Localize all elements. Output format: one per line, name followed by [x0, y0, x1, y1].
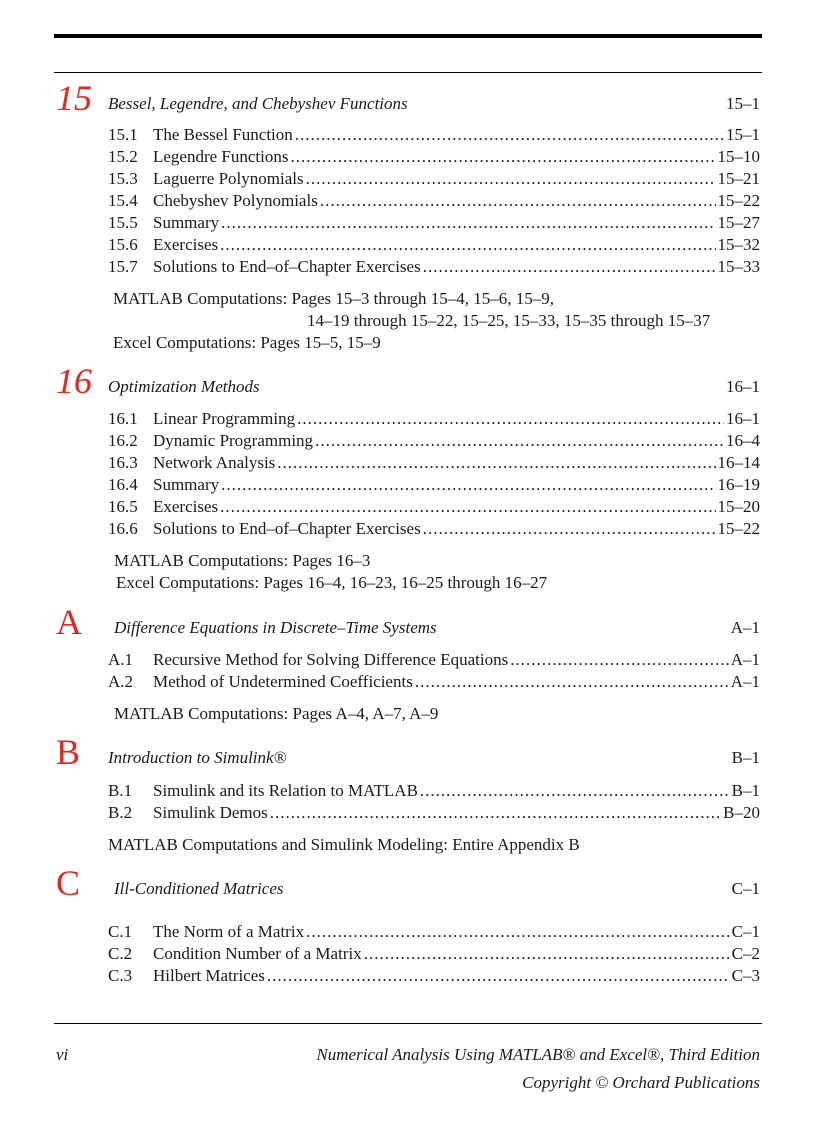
toc-entry[interactable] [108, 212, 760, 234]
toc-entry[interactable] [108, 802, 760, 824]
toc-entry[interactable] [108, 671, 760, 693]
entry-number: 15.3 [108, 169, 138, 188]
header-rule [54, 72, 762, 73]
entry-title: Solutions to End–of–Chapter Exercises [153, 519, 421, 538]
computation-note: MATLAB Computations and Simulink Modeling: Entire Appendix B [108, 835, 580, 854]
entry-page: B–1 [731, 781, 760, 800]
toc-entry[interactable] [108, 408, 760, 430]
entry-number: 15.7 [108, 257, 138, 276]
entry-number: 16.4 [108, 475, 138, 494]
computation-note: Excel Computations: Pages 16–4, 16–23, 16–25 through 16–27 [116, 573, 548, 592]
toc-entry[interactable] [108, 452, 760, 474]
dot-leader [306, 168, 716, 190]
entry-number: B.2 [108, 803, 133, 822]
entry-number: 16.1 [108, 409, 138, 428]
dot-leader [221, 212, 715, 234]
toc-entry[interactable] [108, 430, 760, 452]
dot-leader [306, 921, 730, 943]
entry-title: Dynamic Programming [153, 431, 314, 450]
entry-title: Laguerre Polynomials [153, 169, 304, 188]
chapter-page[interactable]: 16–1 [726, 377, 760, 396]
dot-leader [415, 671, 729, 693]
entry-number: 16.3 [108, 453, 138, 472]
dot-leader [315, 430, 724, 452]
entry-page: 15–20 [717, 497, 760, 516]
chapter-title[interactable]: Bessel, Legendre, and Chebyshev Functions [108, 94, 408, 113]
toc-entry[interactable] [108, 168, 760, 190]
chapter-number: B [56, 732, 81, 772]
toc-entry[interactable] [108, 234, 760, 256]
entry-page: 15–32 [717, 235, 760, 254]
entry-title: Condition Number of a Matrix [153, 944, 362, 963]
page-number: vi [56, 1045, 69, 1064]
entry-title: Summary [153, 213, 220, 232]
entry-page: 15–22 [717, 191, 760, 210]
entry-page: 16–4 [726, 431, 760, 450]
entry-number: A.2 [108, 672, 134, 691]
entry-page: B–20 [723, 803, 760, 822]
chapter-page[interactable]: C–1 [731, 879, 760, 898]
footer-rule [54, 1023, 762, 1024]
entry-title: Summary [153, 475, 220, 494]
entry-page: A–1 [730, 650, 760, 669]
entry-title: Chebyshev Polynomials [153, 191, 318, 210]
toc-entry[interactable] [108, 518, 760, 540]
chapter-title[interactable]: Difference Equations in Discrete–Time Systems [114, 618, 437, 637]
dot-leader [270, 802, 721, 824]
chapter-page[interactable]: A–1 [730, 618, 760, 637]
toc-entry[interactable] [108, 780, 760, 802]
entry-number: C.1 [108, 922, 133, 941]
book-title: Numerical Analysis Using MATLAB® and Excel®, Third Edition [316, 1045, 760, 1064]
dot-leader [291, 146, 716, 168]
entry-title: Network Analysis [153, 453, 276, 472]
dot-leader [220, 234, 715, 256]
entry-page: 15–27 [717, 213, 760, 232]
chapter-title[interactable]: Optimization Methods [108, 377, 260, 396]
dot-leader [277, 452, 715, 474]
entry-page: C–2 [731, 944, 760, 963]
toc-entry[interactable] [108, 921, 760, 943]
chapter-number: C [56, 863, 81, 903]
entry-page: C–3 [731, 966, 760, 985]
toc-entry[interactable] [108, 190, 760, 212]
entry-title: Solutions to End–of–Chapter Exercises [153, 257, 421, 276]
entry-number: C.3 [108, 966, 133, 985]
entry-number: 15.1 [108, 125, 138, 144]
toc-entry[interactable] [108, 256, 760, 278]
computation-note: MATLAB Computations: Pages 16–3 [114, 551, 371, 570]
toc-entry[interactable] [108, 474, 760, 496]
entry-title: The Norm of a Matrix [153, 922, 305, 941]
entry-page: 16–14 [717, 453, 760, 472]
dot-leader [510, 649, 729, 671]
entry-title: Method of Undetermined Coefficients [153, 672, 413, 691]
entry-number: 15.5 [108, 213, 138, 232]
toc-entry[interactable] [108, 496, 760, 518]
chapter-number: 15 [56, 78, 92, 118]
toc-entry[interactable] [108, 943, 760, 965]
chapter-title[interactable]: Ill-Conditioned Matrices [114, 879, 284, 898]
entry-page: 15–10 [717, 147, 760, 166]
entry-number: A.1 [108, 650, 134, 669]
entry-number: 16.5 [108, 497, 138, 516]
dot-leader [364, 943, 730, 965]
dot-leader [423, 256, 716, 278]
chapter-number: A [56, 602, 82, 642]
entry-title: The Bessel Function [153, 125, 293, 144]
entry-title: Exercises [153, 497, 219, 516]
dot-leader [420, 780, 730, 802]
entry-number: C.2 [108, 944, 133, 963]
entry-title: Exercises [153, 235, 219, 254]
dot-leader [221, 474, 715, 496]
entry-number: 15.4 [108, 191, 138, 210]
chapter-number: 16 [56, 361, 92, 401]
toc-entry[interactable] [108, 965, 760, 987]
dot-leader [295, 124, 724, 146]
entry-title: Legendre Functions [153, 147, 289, 166]
entry-page: 16–19 [717, 475, 760, 494]
toc-entry[interactable] [108, 124, 760, 146]
computation-note: 14–19 through 15–22, 15–25, 15–33, 15–35 through 15–37 [307, 311, 711, 330]
entry-title: Hilbert Matrices [153, 966, 265, 985]
entry-page: C–1 [731, 922, 760, 941]
entry-number: 16.6 [108, 519, 138, 538]
entry-number: 15.6 [108, 235, 138, 254]
toc-entry[interactable] [108, 649, 760, 671]
entry-page: A–1 [730, 672, 760, 691]
dot-leader [297, 408, 724, 430]
entry-title: Linear Programming [153, 409, 296, 428]
entry-page: 16–1 [726, 409, 760, 428]
entry-page: 15–21 [717, 169, 760, 188]
computation-note: MATLAB Computations: Pages 15–3 through 15–4, 15–6, 15–9, [113, 289, 555, 308]
entry-number: 15.2 [108, 147, 138, 166]
dot-leader [320, 190, 716, 212]
entry-number: B.1 [108, 781, 133, 800]
chapter-title[interactable]: Introduction to Simulink® [108, 748, 287, 767]
entry-page: 15–22 [717, 519, 760, 538]
entry-title: Simulink Demos [153, 803, 268, 822]
dot-leader [220, 496, 715, 518]
entry-title: Recursive Method for Solving Difference Equations [153, 650, 509, 669]
copyright-line: Copyright © Orchard Publications [522, 1073, 760, 1092]
computation-note: Excel Computations: Pages 15–5, 15–9 [113, 333, 381, 352]
dot-leader [423, 518, 716, 540]
top-rule [54, 34, 762, 38]
entry-title: Simulink and its Relation to MATLAB [153, 781, 418, 800]
chapter-page[interactable]: B–1 [731, 748, 760, 767]
entry-page: 15–33 [717, 257, 760, 276]
entry-number: 16.2 [108, 431, 138, 450]
computation-note: MATLAB Computations: Pages A–4, A–7, A–9 [114, 704, 439, 723]
toc-entry[interactable] [108, 146, 760, 168]
entry-page: 15–1 [726, 125, 760, 144]
dot-leader [267, 965, 730, 987]
chapter-page[interactable]: 15–1 [726, 94, 760, 113]
